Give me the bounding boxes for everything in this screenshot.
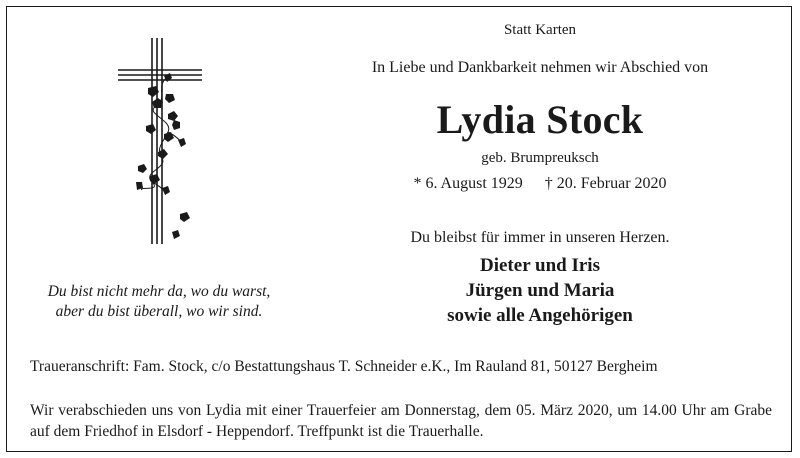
mourner-line: sowie alle Angehörigen [447,305,633,326]
mourning-address: Traueranschrift: Fam. Stock, c/o Bestattungshaus T. Schneider e.K., Im Rauland 81, 50127 Bergheim [30,358,658,375]
birth-name: geb. Brumpreuksch [481,150,599,166]
life-dates [330,175,750,193]
mourner-line: Dieter und Iris [480,255,600,276]
funeral-service-details: Wir verabschieden uns von Lydia mit einer Trauerfeier am Donnerstag, dem 05. März 2020, um 14.00 Uhr am Grabe auf dem Friedhof in Elsdorf - Heppendorf. Treffpunkt ist die Trauerhalle. [30,402,772,440]
memorial-verse: Du bleibst für immer in unseren Herzen. [410,229,670,246]
birth-date: * 6. August 1929 [413,175,523,192]
intro-text: In Liebe und Dankbarkeit nehmen wir Abschied von [371,59,709,76]
mourner-line: Jürgen und Maria [465,280,615,301]
death-date: † 20. Februar 2020 [544,175,667,192]
quote-line: aber du bist überall, wo wir sind. [55,303,263,320]
deceased-name: Lydia Stock [436,97,644,142]
quote-line: Du bist nicht mehr da, wo du warst, [47,283,271,300]
statt-karten-header: Statt Karten [503,22,577,38]
cross-with-ivy-icon [108,36,208,248]
